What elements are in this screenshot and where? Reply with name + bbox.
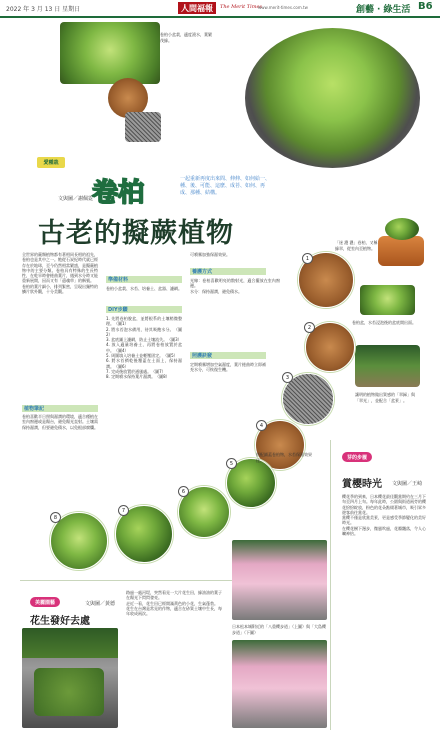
step-5-number: 5 xyxy=(226,458,237,469)
sec2-body xyxy=(342,494,426,730)
feature-badge: 愛種栽 xyxy=(37,157,65,168)
sec3-body xyxy=(126,590,222,728)
step-6-number: 6 xyxy=(178,486,189,497)
feature-byline: 文與圖／謝佩霓 xyxy=(58,196,94,202)
col3-tips: 定期噴霧增加空氣濕度，葉片捲曲時立即補充水分，可恢復生機。 xyxy=(190,362,266,373)
feature-lead: 一起重新再度出來問、伸伸、如何給一、種、後、可能、這麼、成苔、如何、再成、那種、結構。 xyxy=(180,176,271,196)
sec2-badge: 芽的步履 xyxy=(342,452,372,462)
sec3-paragraph-3: 花生在台灣是常見的作物，適合在砂質土壤中生長，每年收成兩次。 xyxy=(126,605,222,617)
photo-trees xyxy=(22,628,118,658)
sec3-paragraph-2: 走近一看，花生田已經開滿黃色的小花，生氣蓬勃。 xyxy=(126,600,218,606)
sec2-caption: 日本松本城附近的「八重櫻步道」（上圖）與「大島櫻步道」（下圖） xyxy=(232,624,326,635)
feature-kicker: 卷柏 xyxy=(92,178,145,208)
vertical-divider xyxy=(330,440,331,730)
col1-paragraph-1: 全世界的蕨類植物都有著相同長相的祖先，卷柏也是其中之一。牠從石炭紀時代就已經存在於地球，至今仍然相當繁盛，是擬蕨植物中的主要分類。卷柏具有特殊的生長特性，在乾旱時會捲曲葉片，遇到水分時又能重新展開，因而又有「還魂草」的稱號。 xyxy=(22,252,98,284)
step-1-number: 1 xyxy=(302,253,313,264)
sec2-paragraph-1: 櫻花季的到來，日本櫻花最佳觀賞期約在三月下旬至四月上旬。每年此時，公園與街道兩旁的櫻花紛紛綻放，粉色的花朵點綴著城市，吸引眾多遊客前往賞花。 xyxy=(342,494,426,515)
col3-paragraph-3: 水分：保持濕潤，避免積水。 xyxy=(190,288,242,294)
cherry-path-photo-upper xyxy=(232,540,327,620)
caption-3: 卷柏盆，水苔浸泡後的盆底開出面。 xyxy=(352,320,416,325)
pot-moss xyxy=(385,218,419,240)
caption-5: 讓明的植物做出質感的「翠緑」與「翠光」，並配合「盆景」。 xyxy=(355,392,415,403)
masthead-english: The Merit Times xyxy=(220,4,262,10)
sec3-byline: 文與圖／黃德 xyxy=(85,601,116,607)
step-2-number: 2 xyxy=(304,322,315,333)
sec2-paragraph-3: 在櫻花樹下漫步，微風吹過，花瓣飄落，令人心曠神怡。 xyxy=(342,525,426,537)
step-text-1: 1. 先將卷柏脫盆，並將根系的土壤稍微整理。（圖1） xyxy=(106,316,182,327)
step-text-8: 8. 定期噴水保持葉片濕潤。（圖8） xyxy=(106,374,170,380)
step-4-number: 4 xyxy=(256,420,267,431)
step-8-number: 8 xyxy=(50,512,61,523)
step-7-number: 7 xyxy=(118,505,129,516)
col3-paragraph-2: 光線：卷柏喜歡明亮的散射光，適合擺放在室內窗邊。 xyxy=(190,278,280,289)
step-text-5: 5. 周圍填入培養土並輕壓固定。（圖5） xyxy=(106,353,178,359)
step-text-3: 3. 盆底鋪上濾網，防止土壤流失。（圖3） xyxy=(106,337,182,343)
sec2-paragraph-2: 賞櫻不僅是欣賞美景，更是感受季節變化的美好時光。 xyxy=(342,515,426,526)
sec3-title: 花生發好去處 xyxy=(30,616,90,627)
col1-subheading: 植物筆記 xyxy=(24,406,45,412)
display-photo xyxy=(355,345,420,387)
cherry-path-photo-lower xyxy=(232,640,327,728)
step-text-4: 4. 放入適量培養土，再將卷柏放置於盆中。（圖4） xyxy=(106,342,182,353)
col3-subheading-2: 照護訣竅 xyxy=(192,353,213,359)
step-text-7: 7. 完成後放置於通風處。（圖7） xyxy=(106,368,166,374)
section-name: 創藝 ‧ 綠生活 xyxy=(356,5,411,15)
step-3-number: 3 xyxy=(282,372,293,383)
sec2-byline: 文與圖／王崎 xyxy=(392,481,423,487)
col2-steps xyxy=(106,316,182,496)
col2-subheading-2: DIY步驟 xyxy=(108,307,128,313)
col3-paragraph-1: 可噴霧加強保濕效果。 xyxy=(190,252,230,257)
sec3-badge: 美麗園藝 xyxy=(30,597,60,607)
sec3-paragraph-1: 路過一處河堤，突然看見一大片花生田，綠油油的葉子在陽光下閃閃發亮。 xyxy=(126,590,222,601)
header-rule xyxy=(0,16,440,18)
caption-4: 搭配鋪蓋卷柏物，水苔保濕效果佳。 xyxy=(256,452,312,463)
col2-subheading-1: 準備材料 xyxy=(108,277,129,283)
pot-photo xyxy=(378,236,424,266)
page-number: B6 xyxy=(418,1,433,12)
column-1 xyxy=(22,252,98,402)
peanut-garden-photo xyxy=(22,628,118,728)
step-text-6: 6. 將水苔擠乾後覆蓋在土面上，保持濕潤。（圖6） xyxy=(106,358,182,369)
feature-title: 古老的擬蕨植物 xyxy=(38,218,234,249)
caption-1: 卷柏小盆栽，適度澆水，葉繁茂綠。 xyxy=(160,32,212,43)
step-text-2: 2. 將水苔泡水備用，待其吸飽水分。（圖2） xyxy=(106,326,182,337)
selaginella-mesh-photo xyxy=(245,28,420,168)
photo-plants xyxy=(34,668,104,716)
column-1-lower xyxy=(22,414,98,494)
caption-2: 「迷 濃 濃」卷柏，又稱綠翠，從室內至植物。 xyxy=(335,240,378,251)
mesh-photo xyxy=(125,112,161,142)
col3-subheading-1: 養護方式 xyxy=(192,269,213,275)
masthead-logo: 人間福報 xyxy=(178,2,216,14)
fern-tips-photo xyxy=(360,285,415,315)
col1-paragraph-3: 卷柏喜歡半日照與濕潤的環境，適合種植在室內窗邊或是陽台，避免陽光直射。土壤需保持濕潤，但要避免積水，以免根部腐爛。 xyxy=(22,414,98,430)
col1-paragraph-2: 卷柏的葉片細小，排列緊密，呈現出獨特的鱗片狀外觀，十分美觀。 xyxy=(22,283,98,295)
moss-photo-top xyxy=(60,22,160,84)
issue-date: 2022 年 3 月 13 日 星期日 xyxy=(6,6,81,13)
page-header xyxy=(0,0,440,16)
site-url: www.merit-times.com.tw xyxy=(258,5,308,10)
col2-materials: 卷柏小盆栽、水苔、培養土、盆器、濾網。 xyxy=(106,286,182,291)
sec2-title: 賞櫻時光 xyxy=(342,479,382,490)
